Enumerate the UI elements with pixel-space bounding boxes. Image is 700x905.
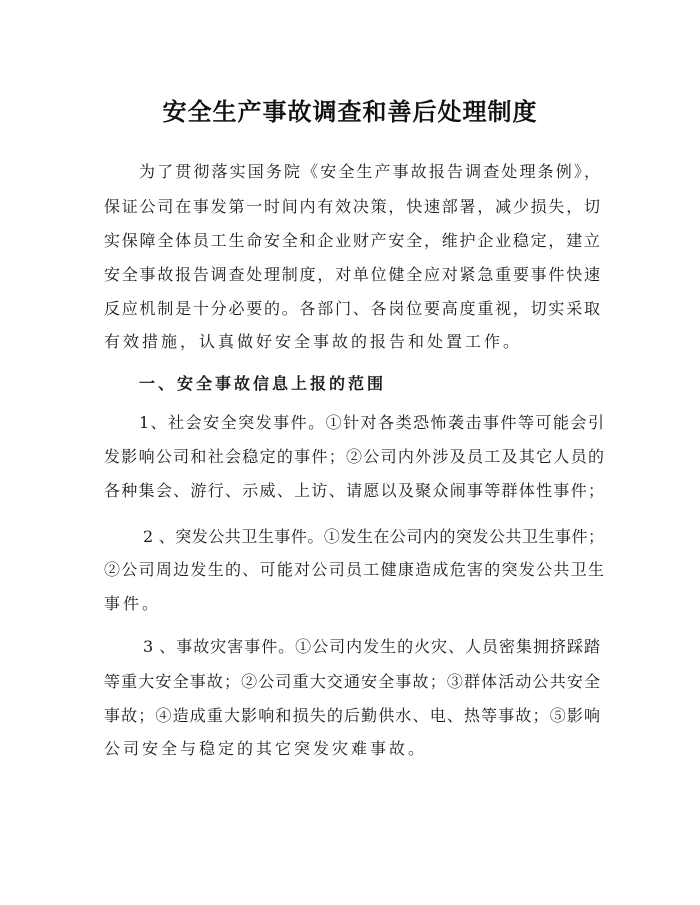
document-title: 安全生产事故调查和善后处理制度 <box>162 97 538 126</box>
paragraph-line: 3 、事故灾害事件。①公司内发生的火灾、人员密集拥挤踩踏 <box>143 637 600 656</box>
paragraph-line: 有效措施，认真做好安全事故的报告和处置工作。 <box>104 332 523 351</box>
paragraph-line: 反应机制是十分必要的。各部门、各岗位要高度重视，切实采取 <box>104 299 600 318</box>
paragraph-line: 2 、突发公共卫生事件。①发生在公司内的突发公共卫生事件； <box>143 527 604 546</box>
paragraph-line: 等重大安全事故；②公司重大交通安全事故；③群体活动公共安全 <box>104 672 600 691</box>
paragraph-line: 保证公司在事发第一时间内有效决策，快速部署，减少损失，切 <box>104 197 600 216</box>
section-heading: 一、安全事故信息上报的范围 <box>139 374 387 393</box>
paragraph-line: 为了贯彻落实国务院《安全生产事故报告调查处理条例》， <box>139 162 600 181</box>
paragraph-line: 事故；④造成重大影响和损失的后勤供水、电、热等事故；⑤影响 <box>104 706 600 725</box>
paragraph-line: 实保障全体员工生命安全和企业财产安全，维护企业稳定，建立 <box>104 231 600 250</box>
paragraph-line: 发影响公司和社会稳定的事件；②公司内外涉及员工及其它人员的 <box>104 447 604 466</box>
paragraph-line: 各种集会、游行、示威、上访、请愿以及聚众闹事等群体性事件； <box>104 481 604 500</box>
paragraph-line: 公司安全与稳定的其它突发灾难事故。 <box>104 739 428 758</box>
paragraph-line: ②公司周边发生的、可能对公司员工健康造成危害的突发公共卫生 <box>104 560 604 579</box>
paragraph-line: 安全事故报告调查处理制度，对单位健全应对紧急重要事件快速 <box>104 265 600 284</box>
paragraph-line: 事件。 <box>104 594 162 613</box>
paragraph-line: 1、社会安全突发事件。①针对各类恐怖袭击事件等可能会引 <box>139 413 604 432</box>
